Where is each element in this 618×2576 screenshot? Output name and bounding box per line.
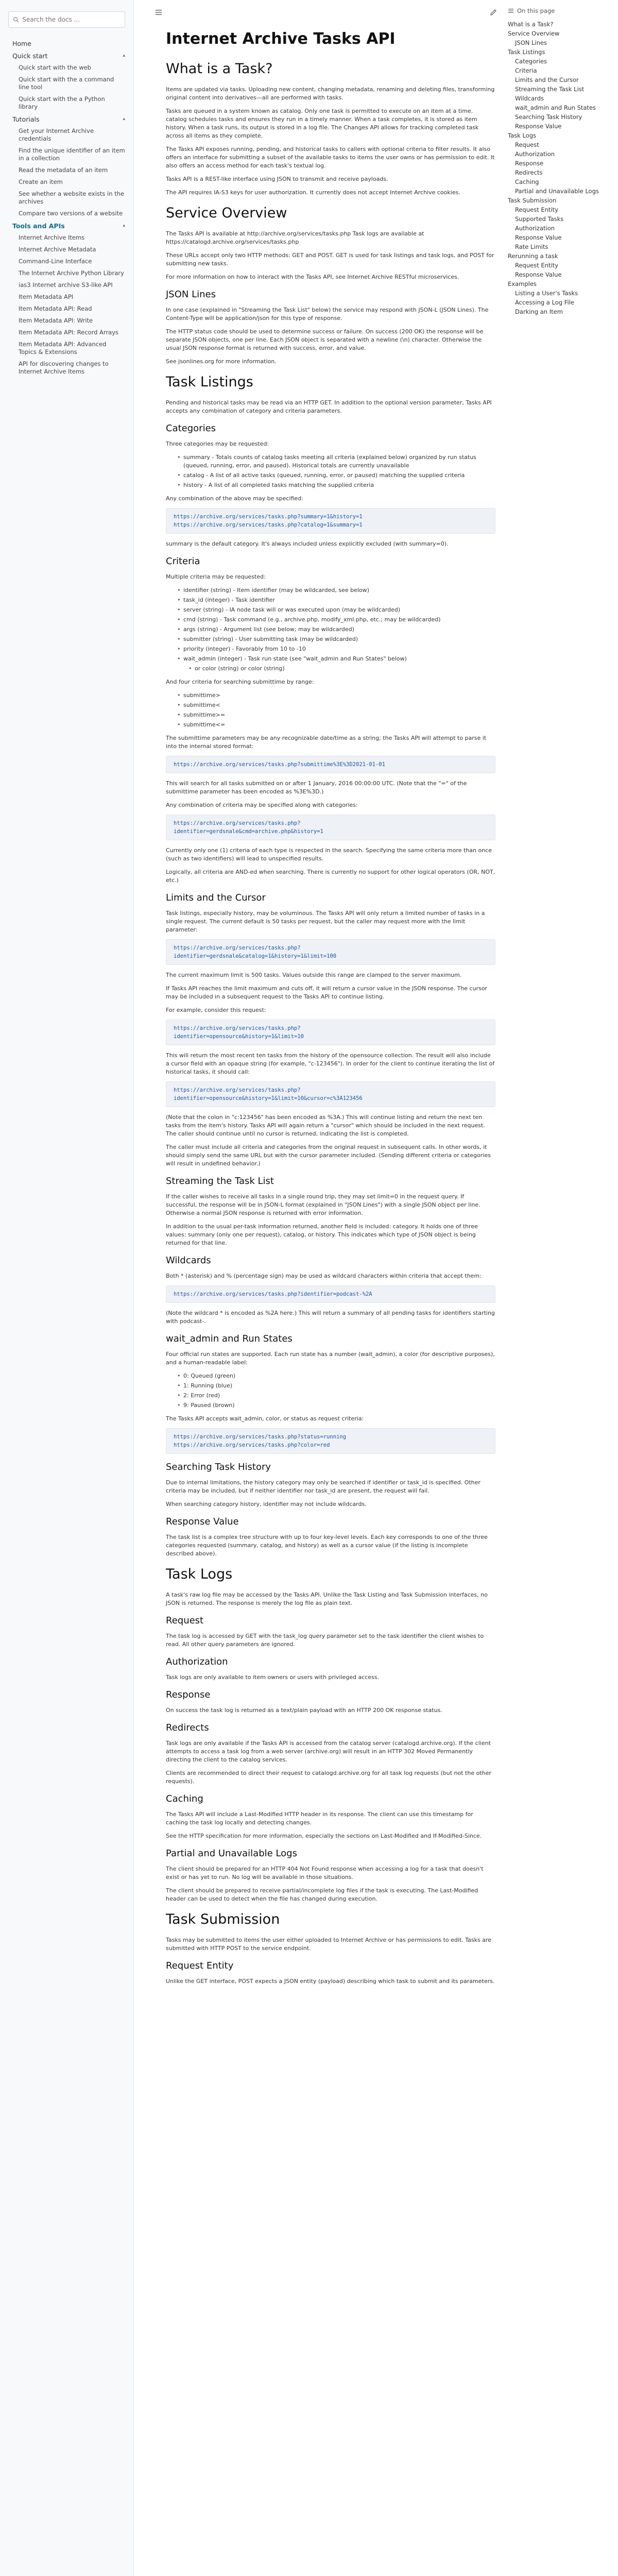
code-line: https://archive.org/services/tasks.php?status=running (174, 1434, 347, 1440)
paragraph: The task list is a complex tree structure with up to four key-level levels. Each key corresponds to one of the three categories requested (summary, catalog, and history) as well as a cursor value (if the listing is incomplete described above). (166, 1534, 488, 1557)
left-sidebar (0, 0, 134, 2576)
sidebar-item[interactable]: Item Metadata API (19, 293, 74, 300)
paragraph: (Note the wildcard * is encoded as %2A here.) This will return a summary of all pending tasks for identifiers starting with podcast-. (166, 1310, 495, 1325)
paragraph: Any combination of the above may be specified: (166, 495, 303, 502)
paragraph: This will search for all tasks submitted on or after 1 January, 2016 00:00:00 UTC. (Note that the "=" of the submittime parameter has been encoded as %3E%3D.) (166, 780, 467, 795)
paragraph: If Tasks API reaches the limit maximum and cuts off, it will return a cursor value in the JSON response. The cursor may be included in a subsequent request to the Tasks API to continue listing. (166, 985, 488, 1000)
paragraph: Multiple criteria may be requested: (166, 573, 266, 580)
paragraph: Pending and historical tasks may be read via an HTTP GET. In addition to the optional version parameter, Tasks API accepts any combination of category and criteria parameters. (166, 399, 492, 414)
code-line: https://archive.org/services/tasks.php? (174, 1087, 301, 1093)
main-content (166, 29, 495, 1991)
code-line: identifier=opensource&history=1&limit=10 (174, 1033, 304, 1040)
toc-item[interactable]: Categories (515, 58, 547, 65)
code-line: identifier=gerdsnale&cmd=archive.php&history=1 (174, 828, 323, 835)
paragraph: Task logs are only available to item owners or users with privileged access. (166, 1674, 380, 1681)
toc-item[interactable]: Partial and Unavailable Logs (515, 188, 599, 195)
paragraph: Tasks may be submitted to items the user either uploaded to Internet Archive or has permissions to edit. Tasks are submitted with HTTP POST to the service endpoint. (166, 1937, 492, 1952)
toc-item[interactable]: Examples (508, 280, 537, 287)
paragraph: summary is the default category. It's always included unless explicitly excluded (with summary=0). (166, 540, 449, 547)
paragraph: The API requires IA-S3 keys for user authorization. It currently does not accept Internet Archive cookies. (166, 189, 460, 196)
toc-item[interactable]: Redirects (515, 169, 543, 176)
toc-item[interactable]: Request Entity (515, 206, 558, 213)
paragraph: In one case (explained in "Streaming the Task List" below) the service may respond with JSON-L (JSON Lines). The Content-Type will be application/json for this type of response. (166, 307, 489, 321)
submittime-list (177, 691, 495, 729)
paragraph: The submittime parameters may be any recognizable date/time as a string; the Tasks API will attempt to parse it into the internal stored format: (166, 735, 487, 750)
sidebar-item[interactable]: API for discovering changes to Internet Archive Items (19, 360, 109, 375)
search-icon (13, 16, 19, 23)
heading-redirects: Redirects (166, 1722, 209, 1733)
paragraph: These URLs accept only two HTTP methods: GET and POST. GET is used for task listings and task logs, and POST for submitting new tasks. (166, 252, 494, 267)
sidebar-section[interactable] (0, 37, 133, 49)
toc-item[interactable]: Accessing a Log File (515, 299, 574, 306)
toc-item[interactable]: Supported Tasks (515, 215, 564, 223)
paragraph: Tasks are queued in a system known as catalog. Only one task is permitted to execute on an item at a time. catalog schedules tasks and ensures they run in a timely manner. When a task completes, it is stored as item history. When a task runs, its output is stored in a log file. The Changes API allows for tracking completed task across all items as they complete. (166, 108, 479, 139)
toc-item[interactable]: Response Value (515, 271, 562, 278)
paragraph: The Tasks API will include a Last-Modified HTTP header in its response. The client can use this timestamp for caching the task log locally and detecting changes. (166, 1811, 473, 1826)
paragraph: See jsonlines.org for more information. (166, 358, 277, 365)
paragraph: Due to internal limitations, the history category may only be searched if identifier or task_id is specified. Other criteria may be included, but if neither identifier nor task_id are present, the request will fail. (166, 1479, 480, 1494)
hamburger-icon[interactable] (154, 8, 163, 16)
code-block (166, 1020, 495, 1045)
chevron-icon[interactable]: ▴ (123, 223, 125, 228)
paragraph: On success the task log is returned as a text/plain payload with an HTTP 200 OK response status. (166, 1707, 442, 1714)
criteria-list (177, 586, 495, 673)
toc-item[interactable]: Rate Limits (515, 243, 548, 250)
sidebar-item[interactable]: Internet Archive Items (19, 234, 85, 241)
list-item: • 1: Running (blue) (177, 1382, 495, 1390)
list-item: • cmd (string) - Task command (e.g., archive.php, modify_xml.php, etc.; may be wildcarded) (177, 616, 495, 624)
toc-item[interactable]: Request (515, 141, 539, 148)
list-item: • submittime<= (177, 721, 495, 729)
sidebar-item[interactable]: Get your Internet Archive credentials (19, 127, 94, 142)
toc-item[interactable]: Streaming the Task List (515, 86, 585, 93)
list-item: • or color (string) or color (string) (188, 665, 495, 673)
sidebar-item[interactable]: Item Metadata API: Advanced Topics & Extensions (19, 341, 107, 355)
paragraph: Unlike the GET interface, POST expects a JSON entity (payload) describing which task to submit and its parameters. (166, 1978, 495, 1985)
paragraph: Tasks API is a REST-like interface using JSON to transmit and receive payloads. (166, 176, 388, 182)
code-block (166, 1081, 495, 1107)
list-item: • catalog - A list of all active tasks (queued, running, error, or paused) matching the supplied criteria (177, 471, 495, 480)
code-block (166, 756, 495, 773)
heading-what-is-task: What is a Task? (166, 61, 273, 77)
paragraph: This will return the most recent ten tasks from the history of the opensource collection. The result will also include a cursor field with an opaque string (for example, "c-123456"). In order for the client to continue iterating the list of historical tasks, it should call: (166, 1052, 495, 1075)
code-line: https://archive.org/services/tasks.php? (174, 820, 301, 826)
toc-item[interactable]: Wildcards (515, 95, 544, 102)
sidebar-item[interactable]: Item Metadata API: Read (19, 305, 92, 312)
paragraph: For example, consider this request: (166, 1007, 266, 1013)
code-line: https://archive.org/services/tasks.php? (174, 945, 301, 951)
toc-item[interactable]: wait_admin and Run States (515, 104, 596, 111)
code-line: https://archive.org/services/tasks.php? (174, 1025, 301, 1031)
sidebar-item[interactable]: Internet Archive Metadata (19, 246, 96, 253)
sidebar-section-label: Tools and APIs (12, 222, 65, 230)
heading-request-entity: Request Entity (166, 1960, 234, 1971)
paragraph: Task logs are only available if the Tasks API is accessed from the catalog server (catalogd.archive.org). If the client attempts to access a task log from a web server (archive.org) will result in an HTTP 302 Moved Permanently directing the client to the catalog services. (166, 1740, 491, 1763)
heading-wildcards: Wildcards (166, 1255, 211, 1266)
toc-item[interactable]: JSON Lines (515, 39, 547, 46)
heading-categories: Categories (166, 423, 216, 434)
toc-item[interactable]: Searching Task History (515, 113, 582, 121)
heading-wait-admin: wait_admin and Run States (166, 1333, 293, 1344)
list-item: • history - A list of all completed tasks matching the supplied criteria (177, 481, 495, 489)
list-item: • priority (integer) - Favorably from 10 to -10 (177, 645, 495, 653)
heading-criteria: Criteria (166, 556, 200, 567)
chevron-icon[interactable]: ▴ (123, 53, 125, 58)
toc-item[interactable]: Authorization (515, 150, 555, 158)
paragraph: For more information on how to interact with the Tasks API, see Internet Archive RESTful microservices. (166, 274, 459, 280)
toc-list (505, 20, 618, 316)
page-title: Internet Archive Tasks API (166, 30, 396, 48)
nav-tree (0, 37, 133, 378)
toc-item[interactable]: Limits and the Cursor (515, 76, 579, 83)
list-item: • submittime> (177, 691, 495, 700)
sidebar-item[interactable]: Find the unique identifier of an item in a collection (19, 147, 125, 162)
paragraph: The Tasks API is available at http://archive.org/services/tasks.php Task logs are available at https://catalogd.archive.org/services/tasks.php (166, 230, 424, 245)
heading-task-logs: Task Logs (166, 1566, 233, 1582)
chevron-icon[interactable]: ▴ (123, 116, 125, 122)
toc-item[interactable]: Response Value (515, 234, 562, 241)
toc-item[interactable]: Task Listings (508, 48, 545, 56)
paragraph: See the HTTP specification for more information, especially the sections on Last-Modified and If-Modified-Since. (166, 1833, 482, 1839)
paragraph: And four criteria for searching submittime by range: (166, 679, 314, 685)
toc-item[interactable]: Listing a User's Tasks (515, 290, 578, 297)
paragraph: Clients are recommended to direct their request to catalogd.archive.org for all task log requests (but not the other requests). (166, 1770, 491, 1785)
sidebar-section[interactable] (0, 49, 133, 62)
paragraph: The Tasks API exposes running, pending, and historical tasks to callers with optional criteria to filter results. It also offers an interface for submitting a subset of the available tasks to items the user owns or has permission to edit. It also offers an access method for each task's textual log. (166, 146, 495, 169)
toc-item[interactable]: Authorization (515, 225, 555, 232)
heading-request: Request (166, 1615, 204, 1626)
code-line: identifier=gerdsnale&catalog=1&history=1&limit=100 (174, 953, 337, 959)
heading-response: Response (166, 1689, 211, 1700)
list-item: • 0: Queued (green) (177, 1372, 495, 1380)
list-item: • task_id (integer) - Task identifier (177, 596, 495, 604)
sidebar-section-label: Home (12, 39, 31, 47)
paragraph: Items are updated via tasks. Uploading new content, changing metadata, renaming and deleting files, transforming original content into derivatives—all are performed with tasks. (166, 86, 495, 101)
heading-response-value: Response Value (166, 1516, 239, 1527)
sidebar-item[interactable]: Quick start with the a Python library (19, 95, 105, 110)
toc-title: On this page (517, 7, 555, 14)
sidebar-item[interactable]: Item Metadata API: Write (19, 317, 93, 324)
toc-item[interactable]: Caching (515, 178, 539, 185)
toc-item[interactable]: Response Value (515, 123, 562, 130)
code-block (166, 1285, 495, 1303)
list-item: • summary - Totals counts of catalog tasks meeting all criteria (explained below) organized by run status (queued, running, error, and paused). Historical totals are currently unavailable (177, 453, 495, 470)
code-line: https://archive.org/services/tasks.php?summary=1&history=1 (174, 514, 363, 520)
sidebar-item[interactable]: ias3 Internet archive S3-like API (19, 281, 113, 289)
sidebar-item[interactable]: Create an item (19, 178, 63, 185)
code-block (166, 815, 495, 840)
sidebar-section-label: Tutorials (12, 115, 40, 123)
sidebar-item[interactable]: Quick start with the web (19, 64, 91, 71)
code-block (166, 1428, 495, 1454)
paragraph: Three categories may be requested: (166, 440, 269, 447)
paragraph: Currently only one (1) criteria of each type is respected in the search. Specifying the same criteria more than once (such as two identifiers) will lead to unspecified results. (166, 847, 492, 862)
sidebar-item[interactable]: The Internet Archive Python Library (19, 269, 124, 277)
search-input[interactable] (22, 16, 121, 23)
code-block (166, 939, 495, 965)
toc-item[interactable]: Criteria (515, 67, 537, 74)
code-block (166, 508, 495, 534)
paragraph: The caller must include all criteria and categories from the original request in subsequent calls. In other words, it should simply send the same URL but with the cursor parameter included. (Sending different criteria or categories will result in undefined behavior.) (166, 1144, 491, 1167)
list-item: • identifier (string) - Item identifier (may be wildcarded, see below) (177, 586, 495, 595)
list-item: • args (string) - Argument list (see below; may be wildcarded) (177, 625, 495, 634)
heading-service-overview: Service Overview (166, 205, 287, 221)
paragraph: Both * (asterisk) and % (percentage sign) may be used as wildcard characters within criteria that accept them: (166, 1273, 482, 1279)
top-bar (134, 0, 505, 25)
run-state-list (177, 1372, 495, 1410)
search-box[interactable] (8, 11, 125, 28)
toc-header (505, 7, 618, 14)
code-line: https://archive.org/services/tasks.php?identifier=podcast-%2A (174, 1291, 372, 1297)
sidebar-section-label: Quick start (12, 52, 48, 60)
heading-limits: Limits and the Cursor (166, 892, 266, 903)
toc-item[interactable]: Task Submission (508, 197, 557, 204)
heading-partial-logs: Partial and Unavailable Logs (166, 1848, 297, 1859)
code-line: https://archive.org/services/tasks.php?submittime%3E%3D2021-01-01 (174, 761, 385, 768)
toc-item[interactable]: Rerunning a task (508, 252, 558, 260)
paragraph: The client should be prepared for an HTTP 404 Not Found response when accessing a log for a task that doesn't exist or has yet to run. No log will be available in those situations. (166, 1866, 484, 1880)
sidebar-item[interactable]: Quick start with the a command line tool (19, 76, 114, 91)
paragraph: In addition to the usual per-task information returned, another field is included: category. It holds one of three values: summary (only one per request), catalog, or history. This indicates which type of JSON object is being returned for that line. (166, 1223, 478, 1246)
paragraph: Any combination of criteria may be specified along with categories: (166, 802, 358, 808)
list-item: • 9: Paused (brown) (177, 1401, 495, 1410)
heading-authorization: Authorization (166, 1656, 228, 1667)
heading-task-listings: Task Listings (166, 374, 253, 390)
pencil-icon[interactable] (489, 8, 497, 16)
heading-caching: Caching (166, 1793, 203, 1804)
list-item: • submittime>= (177, 711, 495, 719)
code-line: identifier=opensource&history=1&limit=10&cursor=c%3A123456 (174, 1095, 363, 1101)
sidebar-section[interactable] (0, 219, 133, 232)
heading-searching-history: Searching Task History (166, 1462, 271, 1472)
paragraph: If the caller wishes to receive all tasks in a single round trip, they may set limit=0 in the request query. If successful, the response will be in JSON-L format (explained in "JSON Lines") with a single JSON object per line. Otherwise a normal JSON response is returned with error information. (166, 1193, 480, 1216)
toc-item[interactable]: Task Logs (508, 132, 537, 139)
heading-json-lines: JSON Lines (166, 289, 216, 300)
sidebar-item[interactable]: Command-Line Interface (19, 258, 92, 265)
code-line: https://archive.org/services/tasks.php?color=red (174, 1442, 330, 1448)
paragraph: The current maximum limit is 500 tasks. Values outside this range are clamped to the server maximum. (166, 972, 462, 978)
paragraph: (Note that the colon in "c:123456" has been encoded as %3A.) This will continue listing and return the next ten tasks from the item's history. Tasks API will again return a "cursor" which should be included in the next request. The caller should continue until no cursor is returned, indicating the list is completed. (166, 1114, 485, 1137)
table-of-contents (505, 0, 618, 316)
list-item: • server (string) - IA node task will or was executed upon (may be wildcarded) (177, 606, 495, 614)
sidebar-item[interactable]: Item Metadata API: Record Arrays (19, 329, 119, 336)
paragraph: When searching category history, identifier may not include wildcards. (166, 1501, 367, 1507)
heading-streaming: Streaming the Task List (166, 1176, 274, 1187)
toc-item[interactable]: Response (515, 160, 544, 167)
list-item: • 2: Error (red) (177, 1392, 495, 1400)
paragraph: Logically, all criteria are AND-ed when searching. There is currently no support for other logical operators (OR, NOT, etc.) (166, 869, 495, 884)
list-icon (508, 8, 514, 14)
toc-item[interactable]: What is a Task? (508, 21, 554, 28)
toc-item[interactable]: Darking an Item (515, 308, 563, 315)
paragraph: Four official run states are supported. Each run state has a number (wait_admin), a color (for descriptive purposes), and a human-readable label: (166, 1351, 495, 1366)
toc-item[interactable]: Service Overview (508, 30, 560, 37)
sidebar-item[interactable]: Compare two versions of a website (19, 210, 123, 217)
sidebar-item[interactable]: Read the metadata of an item (19, 166, 108, 174)
paragraph: The client should be prepared to receive partial/incomplete log files if the task is executing. The Last-Modified header can be used to detect when the file has changed during execution. (166, 1887, 478, 1902)
list-item: • wait_admin (integer) - Task run state (see "wait_admin and Run States" below) (177, 655, 495, 663)
paragraph: Task listings, especially history, may be voluminous. The Tasks API will only return a limited number of tasks in a single request. The current default is 50 tasks per request, but the caller may request more with the limit parameter: (166, 910, 485, 933)
list-item: • submitter (string) - User submitting task (may be wildcarded) (177, 635, 495, 643)
code-line: https://archive.org/services/tasks.php?catalog=1&summary=1 (174, 522, 363, 528)
sidebar-section[interactable] (0, 113, 133, 125)
list-item: • submittime< (177, 701, 495, 709)
sidebar-item[interactable]: See whether a website exists in the archives (19, 190, 125, 205)
heading-task-submission: Task Submission (166, 1911, 280, 1927)
category-list (177, 453, 495, 489)
paragraph: A task's raw log file may be accessed by the Tasks API. Unlike the Task Listing and Task Submission interfaces, no JSON is returned. The response is merely the log file as plain text. (166, 1591, 488, 1606)
paragraph: The HTTP status code should be used to determine success or failure. On success (200 OK) the response will be separate JSON objects, one per line. Each JSON object is separated with a newline (\n) character. Otherwise the usual JSON response format is returned with success, error, and value. (166, 328, 484, 351)
toc-item[interactable]: Request Entity (515, 262, 558, 269)
paragraph: The Tasks API accepts wait_admin, color, or status as request criteria: (166, 1415, 364, 1422)
paragraph: The task log is accessed by GET with the task_log query parameter set to the task identifier the client wishes to read. All other query parameters are ignored. (166, 1633, 484, 1648)
